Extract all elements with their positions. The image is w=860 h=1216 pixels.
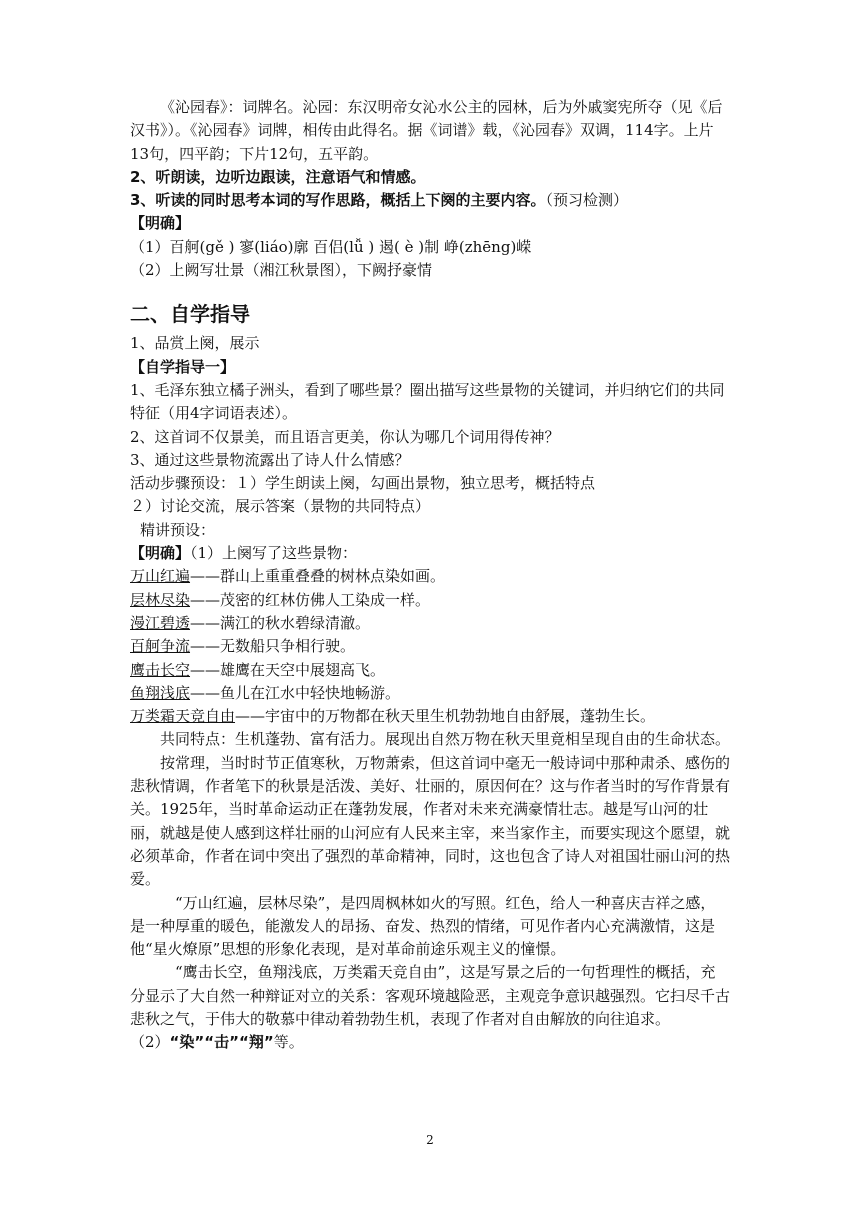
scene-desc: ——雄鹰在天空中展翅高飞。 (190, 660, 386, 679)
page-content (130, 96, 730, 1055)
scene-desc: ——无数船只争相行驶。 (190, 637, 356, 656)
question-2: 2、这首词不仅景美，而且语言更美，你认为哪几个词用得传神？ (130, 427, 560, 446)
task-think (130, 189, 730, 212)
mingque-label: 【明确】 (130, 214, 191, 233)
scene-desc: ——满江的秋水碧绿清澈。 (190, 613, 371, 632)
scene-term: 万山红遍 (130, 567, 191, 586)
scene-desc: ——鱼儿在江水中轻快地畅游。 (190, 683, 401, 702)
jingjiang-label: 精讲预设： (140, 520, 216, 539)
scene-desc: ——群山上重重叠叠的树林点染如画。 (190, 567, 446, 586)
page-number: 2 (426, 1133, 434, 1147)
intro-paragraph: 《沁园春》：词牌名。沁园：东汉明帝女沁水公主的园林，后为外戚窦宪所夺（见《后汉书》）。《沁园春》词牌，相传由此得名。据《词谱》载，《沁园春》双调，114字。上片13句，四平韵；下片12句，五平韵。 (130, 98, 723, 163)
scene-line (130, 705, 730, 728)
activity-step-2: ２）讨论交流，展示答案（景物的共同特点） (130, 497, 431, 516)
question-1: 1、毛泽东独立橘子洲头，看到了哪些景？圈出描写这些景物的关键词，并归纳它们的共同特征（用4字词语表述）。 (130, 380, 725, 423)
scene-line (130, 612, 730, 635)
reason-paragraph: 按常理，当时时节正值寒秋，万物萧索，但这首词中毫无一般诗词中那种肃杀、感伤的悲秋情调，作者笔下的秋景是活泼、美好、壮丽的，原因何在？这与作者当时的写作背景有关。1925年，当时革命运动正在蓬勃发展，作者对未来充满豪情壮志。越是写山河的壮丽，就越是使人感到这样壮丽的山河应有人民来主宰，来当家作主，而要实现这个愿望，就必须革命，作者在词中突出了强烈的革命精神，同时，这也包含了诗人对祖国壮丽山河的热爱。 (130, 753, 731, 889)
words-bold: “染”“击”“翔” (169, 1033, 274, 1052)
scene-desc: ——宇宙中的万物都在秋天里生机勃勃地自由舒展，蓬勃生长。 (235, 707, 656, 726)
summary-line: （2）上阙写壮景（湘江秋景图），下阙抒豪情 (130, 261, 433, 280)
scene-term: 鹰击长空 (130, 660, 191, 679)
guide-title: 【自学指导一】 (130, 357, 236, 376)
scene-line (130, 565, 730, 588)
words-suffix: 等。 (273, 1033, 304, 1052)
scene-term: 层林尽染 (130, 590, 191, 609)
mingque-label-2: 【明确】 (130, 544, 191, 563)
words-line (130, 1031, 730, 1054)
task-think-note: （预习检测） (545, 191, 628, 210)
scene-line (130, 589, 730, 612)
section-heading: 二、自学指导 (130, 302, 250, 327)
pronunciation-line: （1）百舸(gě ) 寥(liáo)廓 百侣(lǚ ) 遏( è )制 峥(zhēng)嵘 (130, 237, 532, 256)
question-3: 3、通过这些景物流露出了诗人什么情感？ (130, 450, 410, 469)
eagle-paragraph: “鹰击长空，鱼翔浅底，万类霜天竞自由”，这是写景之后的一句哲理性的概括，充分显示了大自然一种辩证对立的关系：客观环境越险恶，主观竞争意识越强烈。它扫尽千古悲秋之气，于伟大的敬慕中律动着勃勃生机，表现了作者对自由解放的向往追求。 (130, 963, 731, 1028)
scene-term: 鱼翔浅底 (130, 683, 191, 702)
task-listen-read: 2、听朗读，边听边跟读，注意语气和情感。 (130, 167, 426, 186)
scene-term: 漫江碧透 (130, 613, 191, 632)
scene-desc: ——茂密的红林仿佛人工染成一样。 (190, 590, 431, 609)
activity-step-1: 活动步骤预设：１）学生朗读上阕，勾画出景物，独立思考，概括特点 (130, 474, 596, 493)
words-prefix: （2） (130, 1033, 170, 1052)
scene-line (130, 682, 730, 705)
scene-term: 万类霜天竞自由 (130, 707, 236, 726)
common-features: 共同特点：生机蓬勃、富有活力。展现出自然万物在秋天里竟相呈现自由的生命状态。 (160, 730, 731, 749)
scene-term: 百舸争流 (130, 637, 191, 656)
scene-line (130, 659, 730, 682)
section-item-1: 1、品赏上阕，展示 (130, 334, 260, 353)
scene-line (130, 635, 730, 658)
mingque-text: （1）上阕写了这些景物： (190, 544, 358, 563)
mingque-line (130, 542, 730, 565)
red-paragraph: “万山红遍，层林尽染”，是四周枫林如火的写照。红色，给人一种喜庆吉祥之感，是一种厚重的暖色，能激发人的昂扬、奋发、热烈的情绪，可见作者内心充满激情，这是他“星火燎原”思想的形象化表现，是对革命前途乐观主义的憧憬。 (130, 893, 716, 959)
task-think-main: 3、听读的同时思考本词的写作思路，概括上下阕的主要内容。 (130, 191, 546, 210)
